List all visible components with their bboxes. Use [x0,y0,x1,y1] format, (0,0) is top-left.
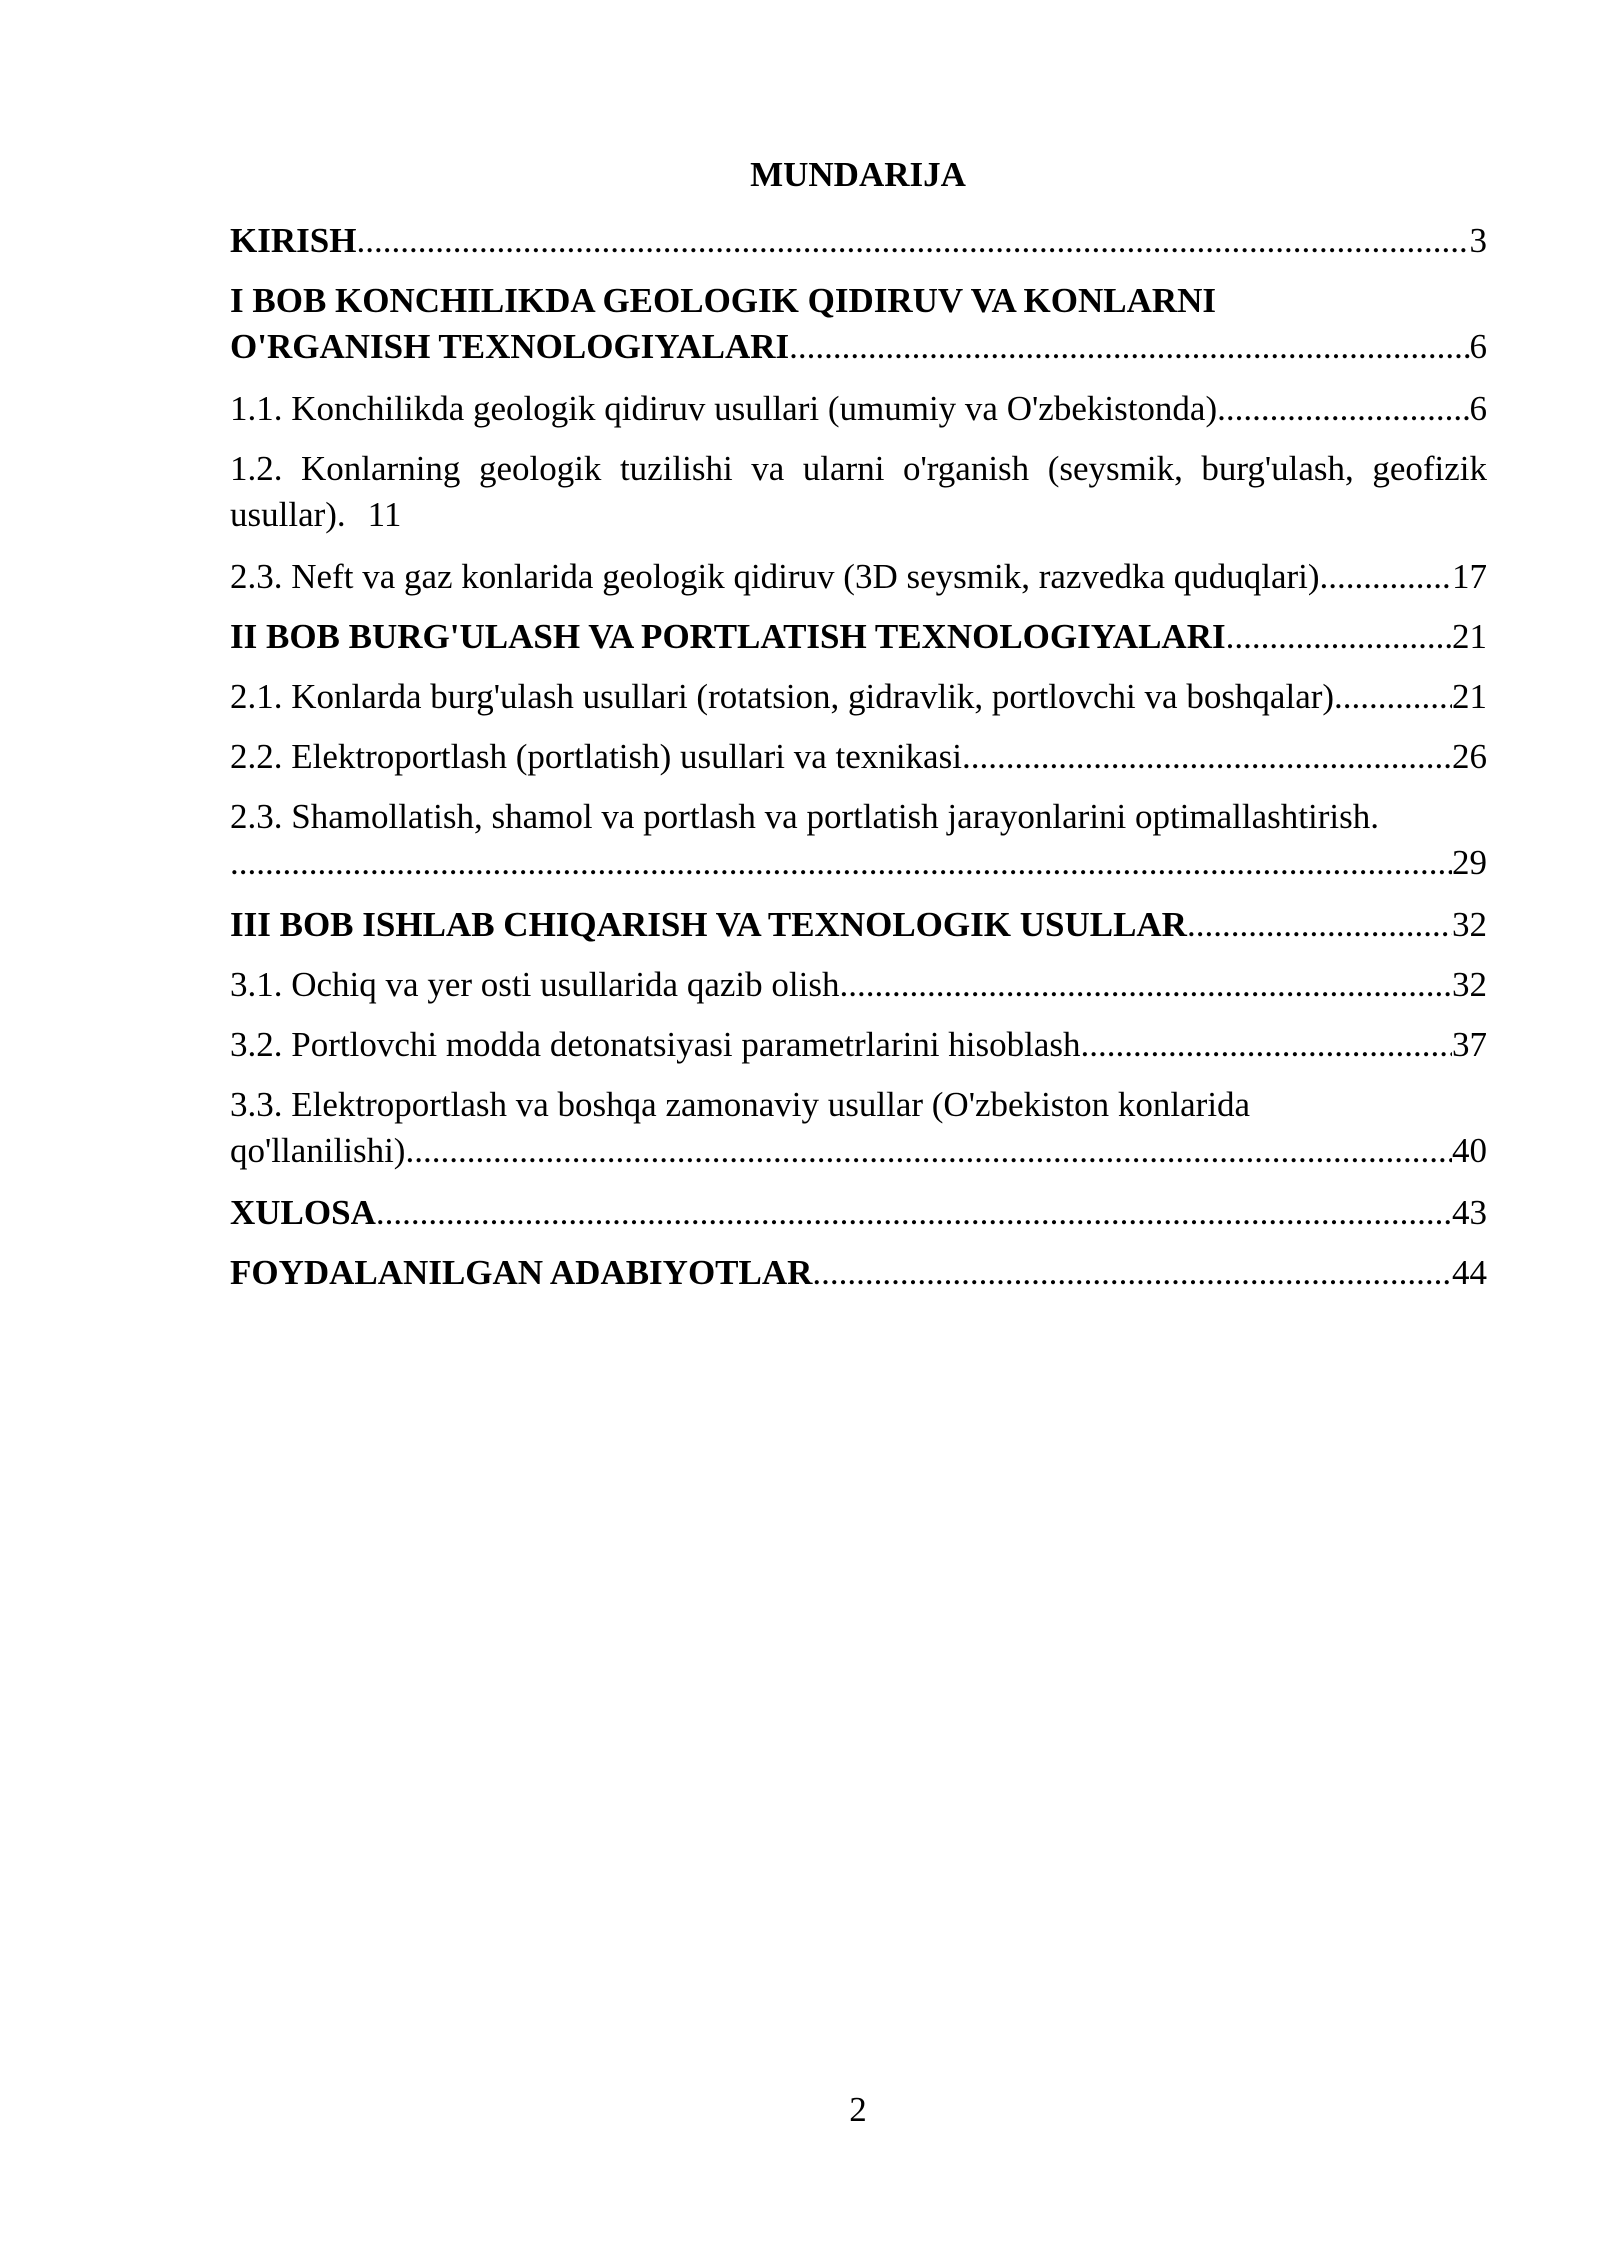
toc-entry-2-3-neft[interactable] [230,554,1487,600]
dot-leader [356,218,1469,264]
toc-entry-title: FOYDALANILGAN ADABIYOTLAR [230,1253,813,1292]
toc-entry-title: O'RGANISH TEXNOLOGIYALARI [230,327,790,366]
toc-entry-2-2[interactable] [230,734,1487,780]
toc-entry-title-line1: 2.3. Shamollatish, shamol va portlash va portlatish jarayonlarini optimallashtirish. [230,797,1379,836]
dot-leader [812,1250,1452,1296]
toc-entry-kirish[interactable] [230,218,1487,264]
toc-entry-title: XULOSA [230,1193,376,1232]
dot-leader [1187,902,1452,948]
toc-entry-2-1[interactable] [230,674,1487,720]
toc-entry-title: 2.3. Neft va gaz konlarida geologik qidiruv (3D seysmik, razvedka quduqlari). [230,557,1329,596]
dot-leader [1334,674,1452,720]
toc-entry-page: 40 [1452,1131,1487,1170]
dot-leader [962,734,1452,780]
toc-entry-title: 1.1. Konchilikda geologik qidiruv usullari (umumiy va O'zbekistonda) [230,389,1218,428]
page-number: 2 [849,2090,867,2129]
toc-entry-page: 11 [367,495,402,534]
toc-entry-page: 37 [1452,1025,1487,1064]
toc-entry-page: 29 [1452,843,1487,882]
toc-entry-page: 17 [1452,557,1487,596]
toc-entry-title-line1: I BOB KONCHILIKDA GEOLOGIK QIDIRUV VA KONLARNI [230,281,1217,320]
toc-entry-title: 2.1. Konlarda burg'ulash usullari (rotatsion, gidravlik, portlovchi va boshqalar) [230,677,1335,716]
toc-entry-chapter-2[interactable] [230,614,1487,660]
toc-entry-title: II BOB BURG'ULASH VA PORTLATISH TEXNOLOGIYALARI [230,617,1226,656]
toc-entry-title: III BOB ISHLAB CHIQARISH VA TEXNOLOGIK USULLAR [230,905,1187,944]
toc-entry-title: KIRISH [230,221,357,260]
toc-entry-3-2[interactable] [230,1022,1487,1068]
dot-leader [1328,554,1452,600]
dot-leader [789,324,1469,370]
toc-entry-page: 3 [1469,221,1487,260]
toc-entry-1-2[interactable] [230,446,1487,538]
toc-entry-title-line1: 3.3. Elektroportlash va boshqa zamonaviy usullar (O'zbekiston konlarida [230,1085,1251,1124]
toc-entry-page: 26 [1452,737,1487,776]
toc-entry-page: 21 [1452,617,1487,656]
toc-entry-title: usullar). [230,495,346,534]
dot-leader [1217,386,1469,432]
dot-leader [1081,1022,1452,1068]
dot-leader [230,840,1452,886]
dot-leader [376,1190,1452,1236]
toc-entry-title: 3.1. Ochiq va yer osti usullarida qazib olish [230,965,840,1004]
toc-entry-title: 3.2. Portlovchi modda detonatsiyasi parametrlarini hisoblash [230,1025,1081,1064]
toc-entry-chapter-1[interactable] [230,278,1487,370]
dot-leader [1226,614,1452,660]
toc-entry-title-line1: 1.2. Konlarning geologik tuzilishi va ularni o'rganish (seysmik, burg'ulash, geofizik [230,449,1487,488]
toc-entry-3-1[interactable] [230,962,1487,1008]
toc-entry-title: 2.2. Elektroportlash (portlatish) usullari va texnikasi [230,737,962,776]
toc-entry-page: 21 [1452,677,1487,716]
toc-entry-title: qo'llanilishi) [230,1131,406,1170]
toc-entry-adabiyotlar[interactable] [230,1250,1487,1296]
toc-entry-page: 6 [1469,327,1487,366]
toc-entry-xulosa[interactable] [230,1190,1487,1236]
toc-entry-chapter-3[interactable] [230,902,1487,948]
toc-entry-3-3[interactable] [230,1082,1487,1174]
toc-entry-1-1[interactable] [230,386,1487,432]
toc-entry-page: 32 [1452,965,1487,1004]
dot-leader [405,1128,1452,1174]
dot-leader [839,962,1452,1008]
toc-entry-page: 6 [1469,389,1487,428]
toc-entry-2-3[interactable] [230,794,1487,886]
page-title: MUNDARIJA [750,155,966,194]
toc-entry-page: 44 [1452,1253,1487,1292]
toc-entry-page: 43 [1452,1193,1487,1232]
toc-entry-page: 32 [1452,905,1487,944]
